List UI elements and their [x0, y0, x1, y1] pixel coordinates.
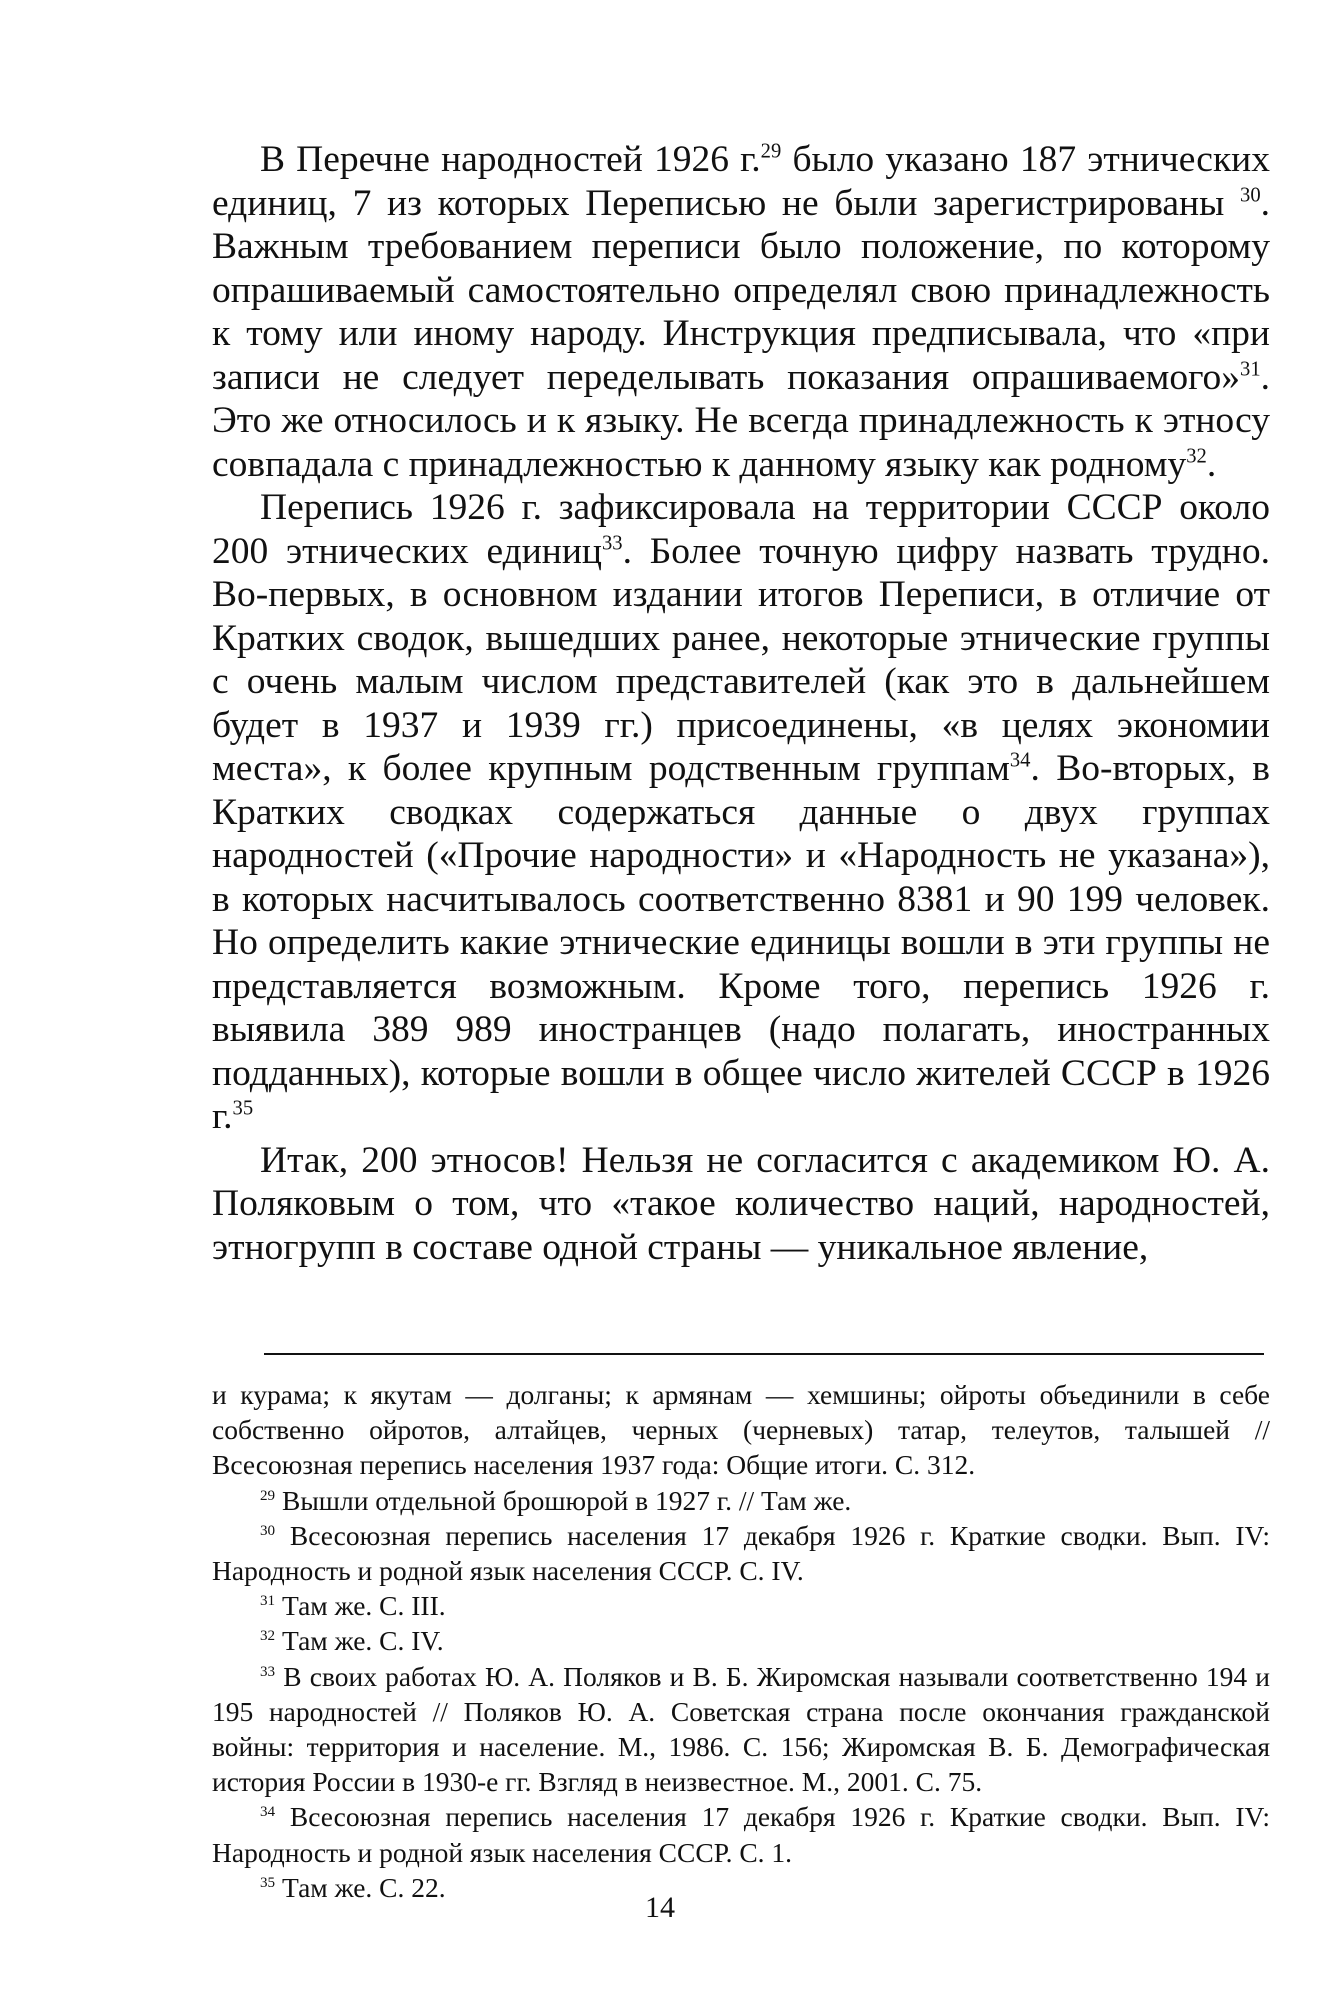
main-text	[212, 138, 1270, 1269]
paragraph-2: Перепись 1926 г. зафиксировала на территории СССР около 200 этнических единиц$^{33}$. Более точную цифру назвать трудно. Во-первых, в основном издании итогов Переписи, в отличие от Кратких сводок, вышедших ранее, некоторые этнические группы с очень малым числом представителей (как это в дальнейшем будет в 1937 и 1939 гг.) присоединены, «в целях экономии места», к более крупным родственным группам$^{34}$. Во-вторых, в Кратких сводках содержаться данные о двух группах народностей («Прочие народности» и «Народность не указана»), в которых насчитывалось соответственно 8381 и 90 199 человек. Но определить какие этнические единицы вошли в эти группы не представляется возможным. Кроме того, перепись 1926 г. выявила 389 989 иностранцев (надо полагать, иностранных подданных), которые вошли в общее число жителей СССР в 1926 г.$^{35}$	[212, 487, 1270, 1137]
footnote-30: $^{30}$ Всесоюзная перепись населения 17 декабря 1926 г. Краткие сводки. Вып. IV: Народность и родной язык населения СССР. С. IV.	[212, 1519, 1270, 1587]
footnote-34: $^{34}$ Всесоюзная перепись населения 17 декабря 1926 г. Краткие сводки. Вып. IV: Народность и родной язык населения СССР. С. 1.	[212, 1801, 1270, 1868]
footnote-ref-31: 31	[1240, 358, 1261, 380]
footnote-ref-30: 30	[1240, 184, 1261, 206]
page-number: 14	[645, 1891, 675, 1924]
footnote-35: $^{35}$ Там же. С. 22.	[260, 1871, 446, 1903]
footnote-31: $^{31}$ Там же. С. III.	[260, 1590, 446, 1622]
footnote-ref-32: 32	[1186, 445, 1207, 467]
footnote-29: $^{29}$ Вышли отдельной брошюрой в 1927 г. // Там же.	[260, 1484, 852, 1516]
footnote-ref-29: 29	[760, 140, 782, 163]
footnote-separator	[264, 1353, 1264, 1355]
paragraph-3: Итак, 200 этносов! Нельзя не согласится с академиком Ю. А. Поляковым о том, что «такое количество наций, народностей, этногрупп в составе одной страны — уникальное явление,	[212, 1139, 1270, 1268]
footnote-33: $^{33}$ В своих работах Ю. А. Поляков и В. Б. Жиромская называли соответственно 194 и 195 народностей // Поляков Ю. А. Советская страна после окончания гражданской войны: территория и население. М., 1986. С. 156; Жиромская В. Б. Демографическая история России в 1930-е гг. Взгляд в неизвестное. М., 2001. С. 75.	[212, 1660, 1270, 1798]
footnote-ref-34: 34	[1009, 749, 1031, 772]
page	[212, 138, 1270, 1905]
footnotes	[212, 1377, 1270, 1905]
paragraph-1: В Перечне народностей 1926 г.$^{29}$ было указано 187 этнических единиц, 7 из которых Переписью не были зарегистрированы $^{30}$. Важным требованием переписи было положение, по которому опрашиваемый самостоятельно определял свою принадлежность к тому или иному народу. Инструкция предписывала, что «при записи не следует переделывать показания опрашиваемого»$^{31}$. Это же относилось и к языку. Не всегда принадлежность к этносу совпадала с принадлежностью к данному языку как родному$^{32}$.	[212, 139, 1270, 485]
footnote-ref-33: 33	[602, 532, 623, 554]
footnote-32: $^{32}$ Там же. С. IV.	[260, 1625, 444, 1657]
footnote-continuation: и курама; к якутам — долганы; к армянам — хемшины; ойроты объединили в себе собственно ойротов, алтайцев, черных (черневых) татар, телеутов, талышей // Всесоюзная перепись населения 1937 года: Общие итоги. С. 312.	[212, 1379, 1270, 1481]
footnote-ref-35: 35	[232, 1097, 254, 1120]
